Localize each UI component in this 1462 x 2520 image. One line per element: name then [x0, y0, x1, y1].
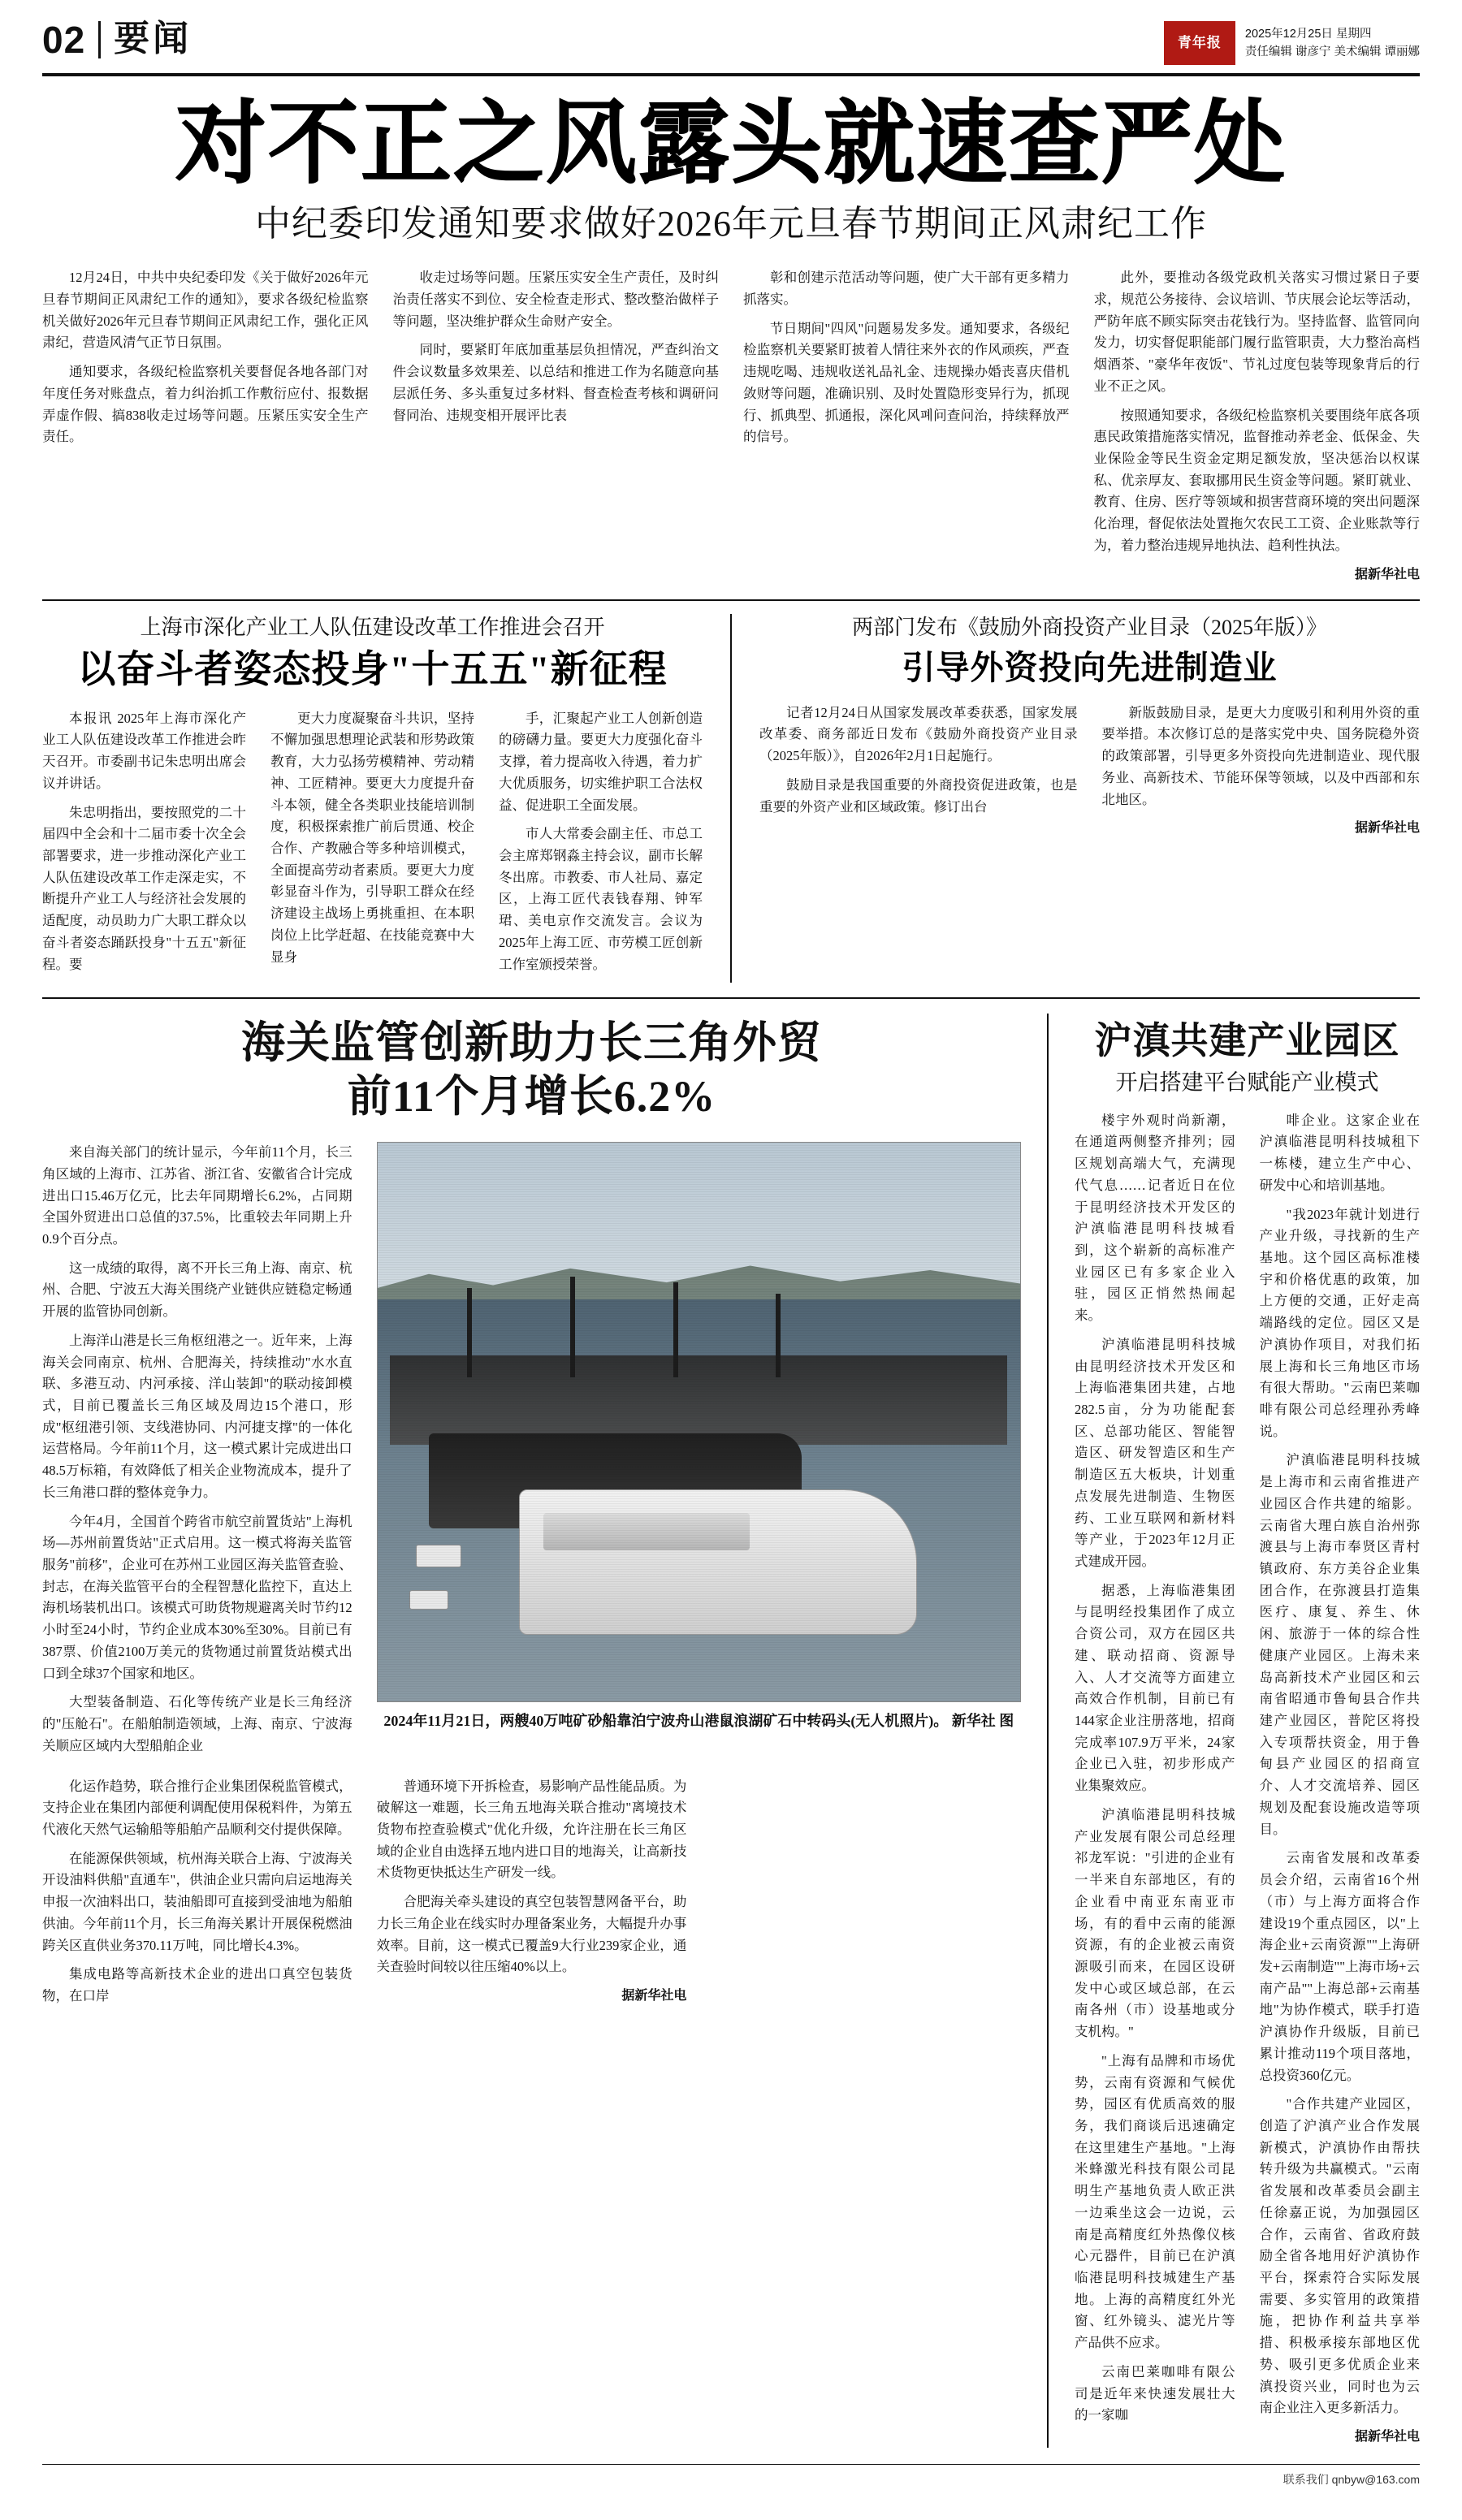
paragraph: "我2023年就计划进行产业升级，寻找新的生产基地。这个园区高标准楼宇和价格优惠的政策，加上方便的交通，正好走高端路线的定位。园区又是沪滇协作项目，对我们拓展上海和长三角地区市场有很大帮助。"云南巴莱咖啡有限公司总经理孙秀峰说。	[1259, 1206, 1420, 1439]
story-hudian-park	[1075, 1014, 1420, 2448]
paragraph: 收走过场等问题。压紧压实安全生产责任，及时纠治责任落实不到位、安全检查走形式、整改整治做样子等问题，坚决维护群众生命财产安全。	[392, 270, 719, 329]
feature-photo-block	[377, 1142, 1021, 1732]
paragraph: 新版鼓励目录，是更大力度吸引和利用外资的重要举措。本次修订总的是落实党中央、国务院稳外资的政策部署，引导更多外资投向先进制造业、现代服务业、高新技术、节能环保等领域，以及中西部和东北地区。	[1101, 704, 1420, 807]
section-title: 要闻	[114, 19, 192, 58]
paragraph: 沪滇临港昆明科技城产业发展有限公司总经理祁龙军说："引进的企业有一半来自东部地区，有的企业看中南亚东南亚市场，有的看中云南的能源资源，有的企业被云南资源吸引而来，在园区设研发中心或区域总部，在云南各州（市）设基地或分支机构。"	[1075, 1806, 1235, 2040]
column-3	[499, 708, 703, 983]
photo-caption	[377, 1710, 1021, 1732]
masthead-right	[1164, 21, 1420, 65]
paragraph-lead: 本报讯 2025年上海市深化产业工人队伍建设改革工作推进会昨天召开。市委副书记朱忠明出席会议并讲话。	[42, 710, 246, 791]
story-columns	[759, 702, 1420, 840]
lead-credit: 据新华社电	[1354, 567, 1420, 581]
story-headline: 以奋斗者姿态投身"十五五"新征程	[77, 649, 668, 692]
paragraph: 楼宇外观时尚新潮，在通道两侧整齐排列；园区规划高端大气，充满现代气息……记者近日在位于昆明经济技术开发区的沪滇临港昆明科技城看到，这个崭新的高标准产业园区已有多家企业入驻，园区正悄然热闹起来。	[1075, 1112, 1235, 1324]
rail-column-1	[1075, 1110, 1235, 2434]
paragraph: 今年4月，全国首个跨省市航空前置货站"上海机场—苏州前置货站"正式启用。这一模式将海关监管服务"前移"，企业可在苏州工业园区海关监管查验、封志，在海关监管平台的全程智慧化监控下，直达上海机场装机出口。该模式可助货物规避离关时节约12小时至24小时，节约企业成本30%至30%。目前已有387票、价值2100万美元的货物通过前置货站模式出口到全球37个国家和地区。	[42, 1513, 353, 1681]
feature-lower-columns	[42, 1776, 686, 2015]
story-shoulder: 上海市深化产业工人队伍建设改革工作推进会召开	[140, 616, 605, 640]
rail-columns	[1075, 1110, 1420, 2448]
story-headline: 引导外资投向先进制造业	[902, 649, 1278, 687]
paragraph: "合作共建产业园区，创造了沪滇产业合作发展新模式，沪滇协作由帮扶转升级为共赢模式。"云南省发展和改革委员会副主任徐嘉正说，为加强园区合作，云南省、省政府鼓励全省各地用好沪滇协作平台，探索符合实际发展需要、多实管用的政策措施，把协作利益共享举措、积极承接东部地区优势、吸引更多优质企业来滇投资兴业，同时也为云南企业注入更多新活力。	[1259, 2096, 1420, 2416]
rail-subheadline: 开启搭建平台赋能产业模式	[1115, 1070, 1379, 1095]
lead-column-1	[42, 267, 369, 456]
photo-grain-overlay	[378, 1143, 1020, 1701]
paragraph: 通知要求，各级纪检监察机关要督促各地各部门对年度任务对账盘点，着力纠治抓工作敷衍应付、报数据弄虚作假、搞838收走过场等问题。压紧压实安全生产责任。	[42, 364, 369, 445]
feature-grid	[42, 1142, 1021, 2015]
feature-headline-line1: 海关监管创新助力长三角外贸	[241, 1018, 822, 1068]
paragraph: 同时，要紧盯年底加重基层负担情况，严查纠治文件会议数量多效果差、以总结和推进工作为名随意向基层派任务、多头重复过多材料、督查检查考核和调研问督同治、违规变相开展评比表	[392, 342, 719, 423]
column-1	[759, 702, 1078, 826]
feature-customs-yangtze	[42, 1014, 1021, 2448]
paragraph: 此外，要推动各级党政机关落实习惯过紧日子要求，规范公务接待、会议培训、节庆展会论坛等活动，严防年底不顾实际突击花钱行为。坚持监督、监管同向发力，切实督促职能部门履行监管职责，大力整治高档烟酒茶、"豪华年夜饭"、节礼过度包装等现象背后的行业不正之风。	[1093, 270, 1420, 394]
feature-column-2	[42, 1776, 353, 2015]
feature-column-1	[42, 1142, 353, 1764]
feature-headline	[42, 1017, 1021, 1124]
story-foreign-investment	[759, 614, 1420, 983]
story-credit: 据新华社电	[1354, 821, 1420, 836]
rail-column-2	[1260, 1110, 1421, 2448]
paragraph: 化运作趋势，联合推行企业集团保税监管模式，支持企业在集团内部便利调配使用保税料件，为第五代液化天然气运输船等船舶产品顺利交付提供保障。	[42, 1778, 353, 1837]
paragraph: 来自海关部门的统计显示，今年前11个月，长三角区域的上海市、江苏省、浙江省、安徽省合计完成进出口15.46万亿元，比去年同期增长6.2%，占同期全国外贸进出口总值的37.5%，比重较去年同期上升0.9个百分点。	[42, 1144, 353, 1247]
vertical-divider	[730, 614, 732, 983]
paragraph: 普通环境下开拆检查，易影响产品性能品质。为破解这一难题，长三角五地海关联合推动"离境技术货物布控查验模式"优化升级，允许注册在长三角区域的企业自由选择五地内进口目的地海关，让高新技术货物更快抵达生产研发一线。	[376, 1778, 687, 1881]
paragraph: 12月24日，中共中央纪委印发《关于做好2026年元旦春节期间正风肃纪工作的通知》，要求各级纪检监察机关做好2026年元旦春节期间正风肃纪工作，强化正风肃纪，营造风清气正节日氛围。	[42, 270, 369, 351]
section-divider	[42, 599, 1420, 601]
paragraph: 手，汇聚起产业工人创新创造的磅礴力量。要更大力度强化奋斗支撑，着力提高收入待遇，着力扩大优质服务，切实维护职工合法权益、促进职工全面发展。	[499, 710, 703, 813]
publication-date: 2025年12月25日 星期四	[1244, 27, 1372, 41]
port-photo	[377, 1142, 1021, 1702]
paragraph: 集成电路等高新技术企业的进出口真空包装货物，在口岸	[42, 1966, 353, 2003]
paragraph: "上海有品牌和市场优势，云南有资源和气候优势，园区有优质高效的服务，我们商谈后迅速确定在这里建生产基地。"上海米蜂激光科技有限公司昆明生产基地负责人欧正洪一边乘坐这会一边说，云南是高精度红外热像仪核心元器件，目前已在沪滇临港昆明科技城建生产基地。上海的高精度红外光窗、红外镜头、滤光片等产品供不应求。	[1075, 2052, 1235, 2351]
paragraph: 朱忠明指出，要按照党的二十届四中全会和十二届市委十次全会部署要求，进一步推动深化产业工人队伍建设改革工作走深走实，不断提升产业工人与经济社会发展的适配度，动员助力广大职工群众以奋斗者姿态踊跃投身"十五五"新征程。要	[42, 804, 246, 972]
lead-column-2	[393, 267, 720, 434]
page-footer: 联系我们 qnbyw@163.com	[42, 2464, 1420, 2488]
photo-byline: 新华社 图	[951, 1713, 1014, 1730]
masthead	[42, 21, 1420, 76]
paragraph: 云南省发展和改革委员会介绍，云南省16个州（市）与上海方面将合作建设19个重点园区，以"上海企业+云南资源""上海研发+云南制造""上海市场+云南产品""上海总部+云南基地"为协作模式，联手打造沪滇协作升级版，目前已累计推动119个项目落地，总投资360亿元。	[1259, 1850, 1420, 2083]
column-2	[1102, 702, 1421, 840]
lead-story-columns	[42, 267, 1420, 585]
masthead-divider	[98, 21, 101, 58]
paragraph: 市人大常委会副主任、市总工会主席郑钢淼主持会议，副市长解冬出席。市教委、市人社局、嘉定区，上海工匠代表钱春翔、钟军珺、美电京作交流发言。会议为2025年上海工匠、市劳模工匠创新工作室颁授荣誉。	[499, 826, 703, 972]
vertical-divider-2	[1047, 1014, 1049, 2448]
paragraph: 更大力度凝聚奋斗共识，坚持不懈加强思想理论武装和形势政策教育，大力弘扬劳模精神、劳动精神、工匠精神。要更大力度提升奋斗本领，健全各类职业技能培训制度，积极探索推广前后贯通、校企合作、产教融合等多种培训模式，全面提高劳动者素质。要更大力度彰显奋斗作为，引导职工群众在经济建设主战场上勇挑重担、在本职岗位上比学赶超、在技能竞赛中大显身	[270, 710, 474, 965]
feature-headline-line2: 前11个月增长6.2%	[347, 1072, 716, 1122]
paragraph: 鼓励目录是我国重要的外商投资促进政策，也是重要的外资产业和区域政策。修订出台	[759, 776, 1078, 815]
column-1	[42, 708, 246, 983]
paragraph: 合肥海关牵头建设的真空包装智慧网备平台，助力长三角企业在线实时办理备案业务，大幅提升办事效率。目前，这一模式已覆盖9大行业239家企业，通关查验时间较以往压缩40%以上。	[376, 1894, 687, 1975]
lead-headline: 对不正之风露头就速查严处	[175, 93, 1287, 194]
rail-headline: 沪滇共建产业园区	[1094, 1020, 1400, 1062]
paper-logo: 青年报	[1164, 21, 1235, 65]
editor-credits: 责任编辑 谢彦宁 美术编辑 谭丽娜	[1244, 45, 1420, 58]
lead-subheadline: 中纪委印发通知要求做好2026年元旦春节期间正风肃纪工作	[255, 204, 1207, 244]
story-shanghai-workforce	[42, 614, 703, 983]
paragraph: 沪滇临港昆明科技城由昆明经济技术开发区和上海临港集团共建，占地282.5亩，分为功能配套区、总部功能区、智能智造区、研发智造区和生产制造区五大板块，计划重点发展先进制造、生物医药、工业互联网和新材料等产业，于2023年12月正式建成开园。	[1075, 1336, 1235, 1570]
paragraph: 记者12月24日从国家发展改革委获悉，国家发展改革委、商务部近日发布《鼓励外商投资产业目录（2025年版）》，自2026年2月1日起施行。	[759, 704, 1078, 764]
feature-column-3	[377, 1776, 687, 2015]
paragraph: 在能源保供领域，杭州海关联合上海、宁波海关开设油料供船"直通车"，供油企业只需向启运地海关申报一次油料出口，装油船即可直接到受油地为船舶供油。今年前11个月，长三角海关累计开展保税燃油跨关区直供业务370.11万吨，同比增长4.3%。	[42, 1850, 353, 1953]
paragraph: 啡企业。这家企业在沪滇临港昆明科技城租下一栋楼，建立生产中心、研发中心和培训基地。	[1259, 1112, 1420, 1193]
story-columns	[42, 708, 703, 983]
section-divider-2	[42, 997, 1420, 999]
photo-caption-text: 2024年11月21日，两艘40万吨矿砂船靠泊宁波舟山港鼠浪湖矿石中转码头(无人机照片)。	[383, 1713, 949, 1730]
paragraph: 据悉，上海临港集团与昆明经投集团作了成立合资公司，双方在园区共建、联动招商、资源导入、人才交流等方面建立高效合作机制，目前已有144家企业注册落地，招商完成率107.9万平米，24家企业已入驻，初步形成产业集聚效应。	[1075, 1582, 1235, 1794]
paragraph: 彰和创建示范活动等问题，使广大干部有更多精力抓落实。	[743, 270, 1070, 307]
paragraph: 云南巴莱咖啡有限公司是近年来快速发展壮大的一家咖	[1075, 2363, 1235, 2423]
feature-credit: 据新华社电	[621, 1988, 687, 2003]
column-2	[270, 708, 474, 976]
paragraph: 上海洋山港是长三角枢纽港之一。近年来，上海海关会同南京、杭州、合肥海关，持续推动"水水直联、多港互动、内河承接、洋山装卸"的联动接卸模式，目前已覆盖长三角区域及周边15个港口，形成"枢纽港引领、支线港协同、内河捷支撑"的一体化运营格局。今年前11个月，这一模式累计完成进出口48.5万标箱，有效降低了相关企业物流成本，提升了长三角港口群的整体竞争力。	[42, 1332, 353, 1500]
lead-column-3	[743, 267, 1070, 456]
lead-column-4	[1094, 267, 1421, 585]
paragraph: 这一成绩的取得，离不开长三角上海、南京、杭州、合肥、宁波五大海关围绕产业链供应链稳定畅通开展的监管协同创新。	[42, 1260, 353, 1320]
mid-section	[42, 614, 1420, 983]
paragraph: 节日期间"四风"问题易发多发。通知要求，各级纪检监察机关要紧盯披着人情往来外衣的作风顽疾，严查违规吃喝、违规收送礼品礼金、违规操办婚丧喜庆借机敛财等问题，准确识别、及时处置隐形变异行为，抓现行、抓典型、抓通报，深化风폐问查问治，持续释放严的信号。	[743, 320, 1070, 445]
story-shoulder: 两部门发布《鼓励外商投资产业目录（2025年版）》	[851, 616, 1327, 640]
paragraph: 大型装备制造、石化等传统产业是长三角经济的"压舱石"。在船舶制造领域，上海、南京、宁波海关顺应区域内大型船舶企业	[42, 1694, 353, 1753]
masthead-meta	[1245, 25, 1420, 62]
paragraph: 沪滇临港昆明科技城是上海市和云南省推进产业园区合作共建的缩影。云南省大理白族自治州弥渡县与上海市奉贤区青村镇政府、东方美谷企业集团合作，在弥渡县打造集医疗、康复、养生、休闲、旅游于一体的综合性健康产业园区。上海未来岛高新技术产业园区和云南省昭通市鲁甸县合作共建产业园区，普陀区将投入专项帮扶资金，用于鲁甸县产业园区的招商宣介、人才交流培养、园区规划及配套设施改造等项目。	[1259, 1452, 1420, 1837]
bottom-section	[42, 1014, 1420, 2448]
paragraph: 按照通知要求，各级纪检监察机关要围绕年底各项惠民政策措施落实情况，监督推动养老金、低保金、失业保险金等民生资金定期足额发放，坚决惩治以权谋私、优亲厚友、套取挪用民生资金等问题。紧盯就业、教育、住房、医疗等领域和损害营商环境的突出问题深化治理，督促依法处置拖欠农民工工资、企业账款等行为，着力整治违规异地执法、趋利性执法。	[1093, 407, 1420, 553]
page-number: 02	[42, 19, 86, 61]
rail-credit: 据新华社电	[1354, 2430, 1420, 2444]
